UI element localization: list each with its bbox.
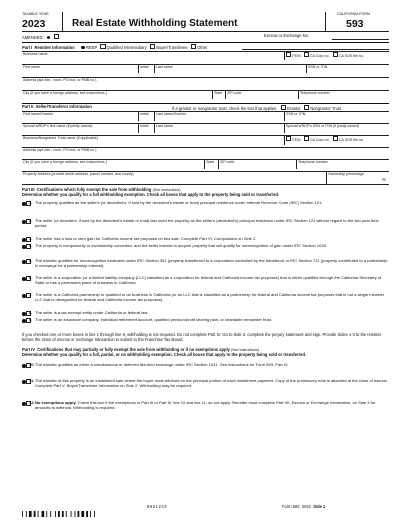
- certification-text: The seller is an insurance company, individual retirement account, qualified pension/profit sharing plan, or charitable remainder trust.: [35, 317, 273, 322]
- certification-text: The transfer qualifies as either a simultaneous or deferred like-kind exchange under IRC Section 1031. See instructions for Form 593, Part IV.: [35, 362, 289, 367]
- p2-ownership-pct: %: [382, 177, 387, 182]
- barcode-graphic: [22, 504, 112, 510]
- part4-header: Part IV Certifications that may partially or fully exempt the sale from withholding or if no exemptions apply (See instructions): [22, 347, 260, 352]
- p1-business-name-field[interactable]: Business name: [23, 52, 48, 56]
- barcode-bar: [66, 511, 67, 517]
- part3-header: Part III Certifications which fully exempt the sale from withholding (See instructions): [22, 187, 181, 192]
- certification-text: The seller (or decedent, if sold by the decedent's estate or trust) last used the property as the seller's (decedent's) principal residence under IRC Section 121 without regard to the two-year time period.: [35, 218, 379, 229]
- p2-spouse-first-name-field[interactable]: Spouse's/RDP's first name (if jointly owned): [23, 124, 93, 128]
- p2-address-field[interactable]: Address (apt./ste., room, PO box, or PMB no.): [23, 148, 97, 152]
- p1-id-type: FEIN CA Corp no. CA SOS file no.: [286, 52, 364, 58]
- p2-spouse-last-name-field[interactable]: Last name: [156, 124, 173, 128]
- barcode-bar: [26, 511, 27, 517]
- barcode-bar: [55, 511, 56, 517]
- p1-zip-field[interactable]: ZIP code: [227, 91, 242, 95]
- barcode-bar: [34, 511, 36, 517]
- p2-ownership-field[interactable]: Ownership percentage: [328, 172, 365, 176]
- certification-text: The property is compulsorily or involuntarily converted, and the seller intends to acquire property that will qualify for nonrecognition of gain under IRC Section 1033.: [35, 243, 327, 248]
- certification-number: 3.: [29, 236, 33, 241]
- certification-text: The seller is a California partnership or qualified to do business in California (or an LLC that is classified as a partnership for federal and California income tax purposes that is not a single member LLC that is disregarded for federal and California income tax purposes).: [35, 292, 385, 303]
- certification-text: The transfer qualifies for nonrecognition treatment under IRC Section 351 (property transferred to a corporation controlled by the transferor) or IRC Section 721 (property contributed to a partnership in exchange for a partnership interest).: [35, 258, 388, 269]
- part2-trust-choice: If a grantor or nongrantor trust, check the box that applies. Grantor Nongrantor Trust: [172, 105, 342, 111]
- certification-text: No exemptions apply. Check this box if the exemptions in Part III or Part IV, line 10 and line 11, do not apply. Remitter must complete Part VII, Escrow or Exchange Information, on Side 3 for amounts to withhold. Withholding is required.: [35, 400, 376, 411]
- p1-cacorp-checkbox[interactable]: [304, 52, 309, 57]
- amended-row: [22, 34, 60, 41]
- p1-ssn-field[interactable]: SSN or ITIN: [308, 65, 328, 69]
- form-title: Real Estate Withholding Statement: [72, 18, 238, 29]
- p1-last-name-field[interactable]: Last name: [156, 65, 173, 69]
- grantor-checkbox[interactable]: [281, 105, 286, 110]
- reep-radio[interactable]: [81, 46, 85, 50]
- certification-text: The seller has a loss or zero gain for California income tax purposes on this sale. Complete Part VI, Computation on Side 2.: [35, 236, 257, 241]
- p2-fein-checkbox[interactable]: [286, 136, 291, 141]
- taxable-year-label: TAXABLE YEAR: [22, 12, 49, 16]
- p2-spouse-initial-field[interactable]: Initial: [140, 124, 149, 128]
- certification-number: 5.: [29, 258, 33, 263]
- state-form-label: CALIFORNIA FORM: [337, 12, 370, 16]
- barcode-bar: [62, 511, 64, 517]
- barcode-bar: [75, 511, 76, 517]
- barcode-bar: [86, 511, 88, 517]
- certification-number: 12.: [29, 400, 35, 405]
- p2-id-type: FEIN CA Corp no. CA SOS file no.: [286, 136, 364, 142]
- p1-state-field[interactable]: State: [214, 91, 223, 95]
- p2-cacorp-checkbox[interactable]: [304, 136, 309, 141]
- barcode-bar: [42, 511, 45, 517]
- buyer-checkbox[interactable]: [150, 44, 155, 49]
- p2-spouse-ssn-field[interactable]: Spouse's/RDP's SSN or ITIN (if jointly owned): [286, 124, 360, 128]
- p2-initial-field[interactable]: Initial: [140, 112, 149, 116]
- escrow-number-field[interactable]: [332, 39, 389, 40]
- barcode-bar: [94, 511, 95, 517]
- barcode-bar: [71, 511, 72, 517]
- p1-first-name-field[interactable]: First name: [23, 65, 40, 69]
- certification-number: 7.: [29, 292, 33, 297]
- certification-number: 10.: [29, 362, 35, 367]
- certification-number: 11.: [29, 378, 35, 383]
- part3-determine: Determine whether you qualify for a full withholding exemption. Check all boxes that apply to the property being sold or transferred.: [22, 192, 280, 197]
- barcode-bar: [50, 511, 51, 517]
- p2-city-field[interactable]: City (If you have a foreign address, see instructions.): [23, 160, 107, 164]
- barcode-bar: [46, 511, 47, 517]
- certification-number: 2.: [29, 218, 33, 223]
- barcode-bar: [90, 511, 91, 517]
- barcode-bar: [58, 511, 60, 517]
- p1-casos-checkbox[interactable]: [333, 52, 338, 57]
- certification-text: The transfer of this property is an installment sale where the buyer must withhold on the principal portion of each installment payment. Copy of the promissory note is attached at the close of escrow. Complete Part V, Buyer/Transferee Information on Side 2. Withholding may be required.: [35, 378, 388, 389]
- part2-header: Part II Seller/Transferor Information: [22, 104, 92, 109]
- form-number: 593: [346, 18, 364, 30]
- part4-determine: Determine whether you qualify for a full, partial, or no withholding exemption. Check all boxes that apply to the property being sold or transferred.: [22, 352, 307, 357]
- tax-year: 2023: [22, 18, 46, 30]
- certification-number: 1.: [29, 200, 33, 205]
- p2-business-name-field[interactable]: Business/Nongrantor Trust name (if applicable): [23, 136, 98, 140]
- amended-radio[interactable]: [47, 36, 51, 40]
- p2-property-address-field[interactable]: Property address (provide street address, parcel number, and county): [23, 172, 134, 176]
- barcode-bar: [78, 511, 80, 517]
- barcode-bar: [29, 511, 32, 517]
- certification-text: The seller is a tax-exempt entity under California or federal law.: [35, 310, 149, 315]
- escrow-number-label: Escrow or Exchange No.: [264, 33, 310, 38]
- barcode-bar: [22, 511, 23, 517]
- p1-initial-field[interactable]: Initial: [140, 65, 149, 69]
- p2-ssn-field[interactable]: SSN or ITIN: [286, 112, 306, 116]
- certification-text: The seller is a corporation (or a limited liability company (LLC) classified as a corporation for federal and California income tax purposes) that is either qualified through the California Secretary of State or has a permanent place of business in California.: [35, 275, 382, 286]
- p2-zip-field[interactable]: ZIP code: [220, 160, 235, 164]
- p2-first-name-field[interactable]: First name/Grantor: [23, 112, 54, 116]
- part3-footnote: If you checked one or more boxes in line 1 through line 9, withholding is not required. Do not complete Part IV. Go to Side 3, complete the perjury statement and sign. Provide Sides 1-3 to the remitter before the close of escrow or exchange transaction to submit to the Franchise Tax Board.: [22, 332, 382, 342]
- nongrantor-checkbox[interactable]: [304, 105, 309, 110]
- p1-phone-field[interactable]: Telephone number: [300, 91, 330, 95]
- qi-checkbox[interactable]: [100, 44, 105, 49]
- other-checkbox[interactable]: [191, 44, 196, 49]
- p1-address-field[interactable]: Address (apt./ste., room, PO box, or PMB no.): [23, 78, 97, 82]
- amended-checkbox[interactable]: [54, 34, 59, 39]
- footer-form: Form 593 2022 Side 1: [282, 504, 326, 509]
- no-exemptions-bold: No exemptions apply.: [35, 400, 77, 405]
- amended-label: AMENDED:: [22, 34, 44, 40]
- p2-state-field[interactable]: State: [206, 160, 215, 164]
- barcode-bar: [81, 511, 84, 517]
- certification-text: The property qualifies as the seller's (or decedent's, if sold by the decedent's estate or trust) principal residence under Internal Revenue Code (IRC) Section 121.: [35, 200, 323, 205]
- p2-casos-checkbox[interactable]: [333, 136, 338, 141]
- certification-number: 4.: [29, 243, 33, 248]
- p2-last-name-field[interactable]: Last name/Grantor: [156, 112, 186, 116]
- part1-header: Part I Remitter Information REEP Qualified Intermediary Buyer/Transferee Other: [22, 44, 208, 50]
- p1-fein-checkbox[interactable]: [286, 52, 291, 57]
- certification-number: 6.: [29, 275, 33, 280]
- p2-phone-field[interactable]: Telephone number: [298, 160, 328, 164]
- p1-city-field[interactable]: City (If you have a foreign address, see instructions.): [23, 91, 107, 95]
- barcode-number: 8601233: [147, 504, 168, 509]
- certification-number: 9.: [29, 317, 33, 322]
- certification-number: 8.: [29, 310, 33, 315]
- barcode-bar: [38, 511, 39, 517]
